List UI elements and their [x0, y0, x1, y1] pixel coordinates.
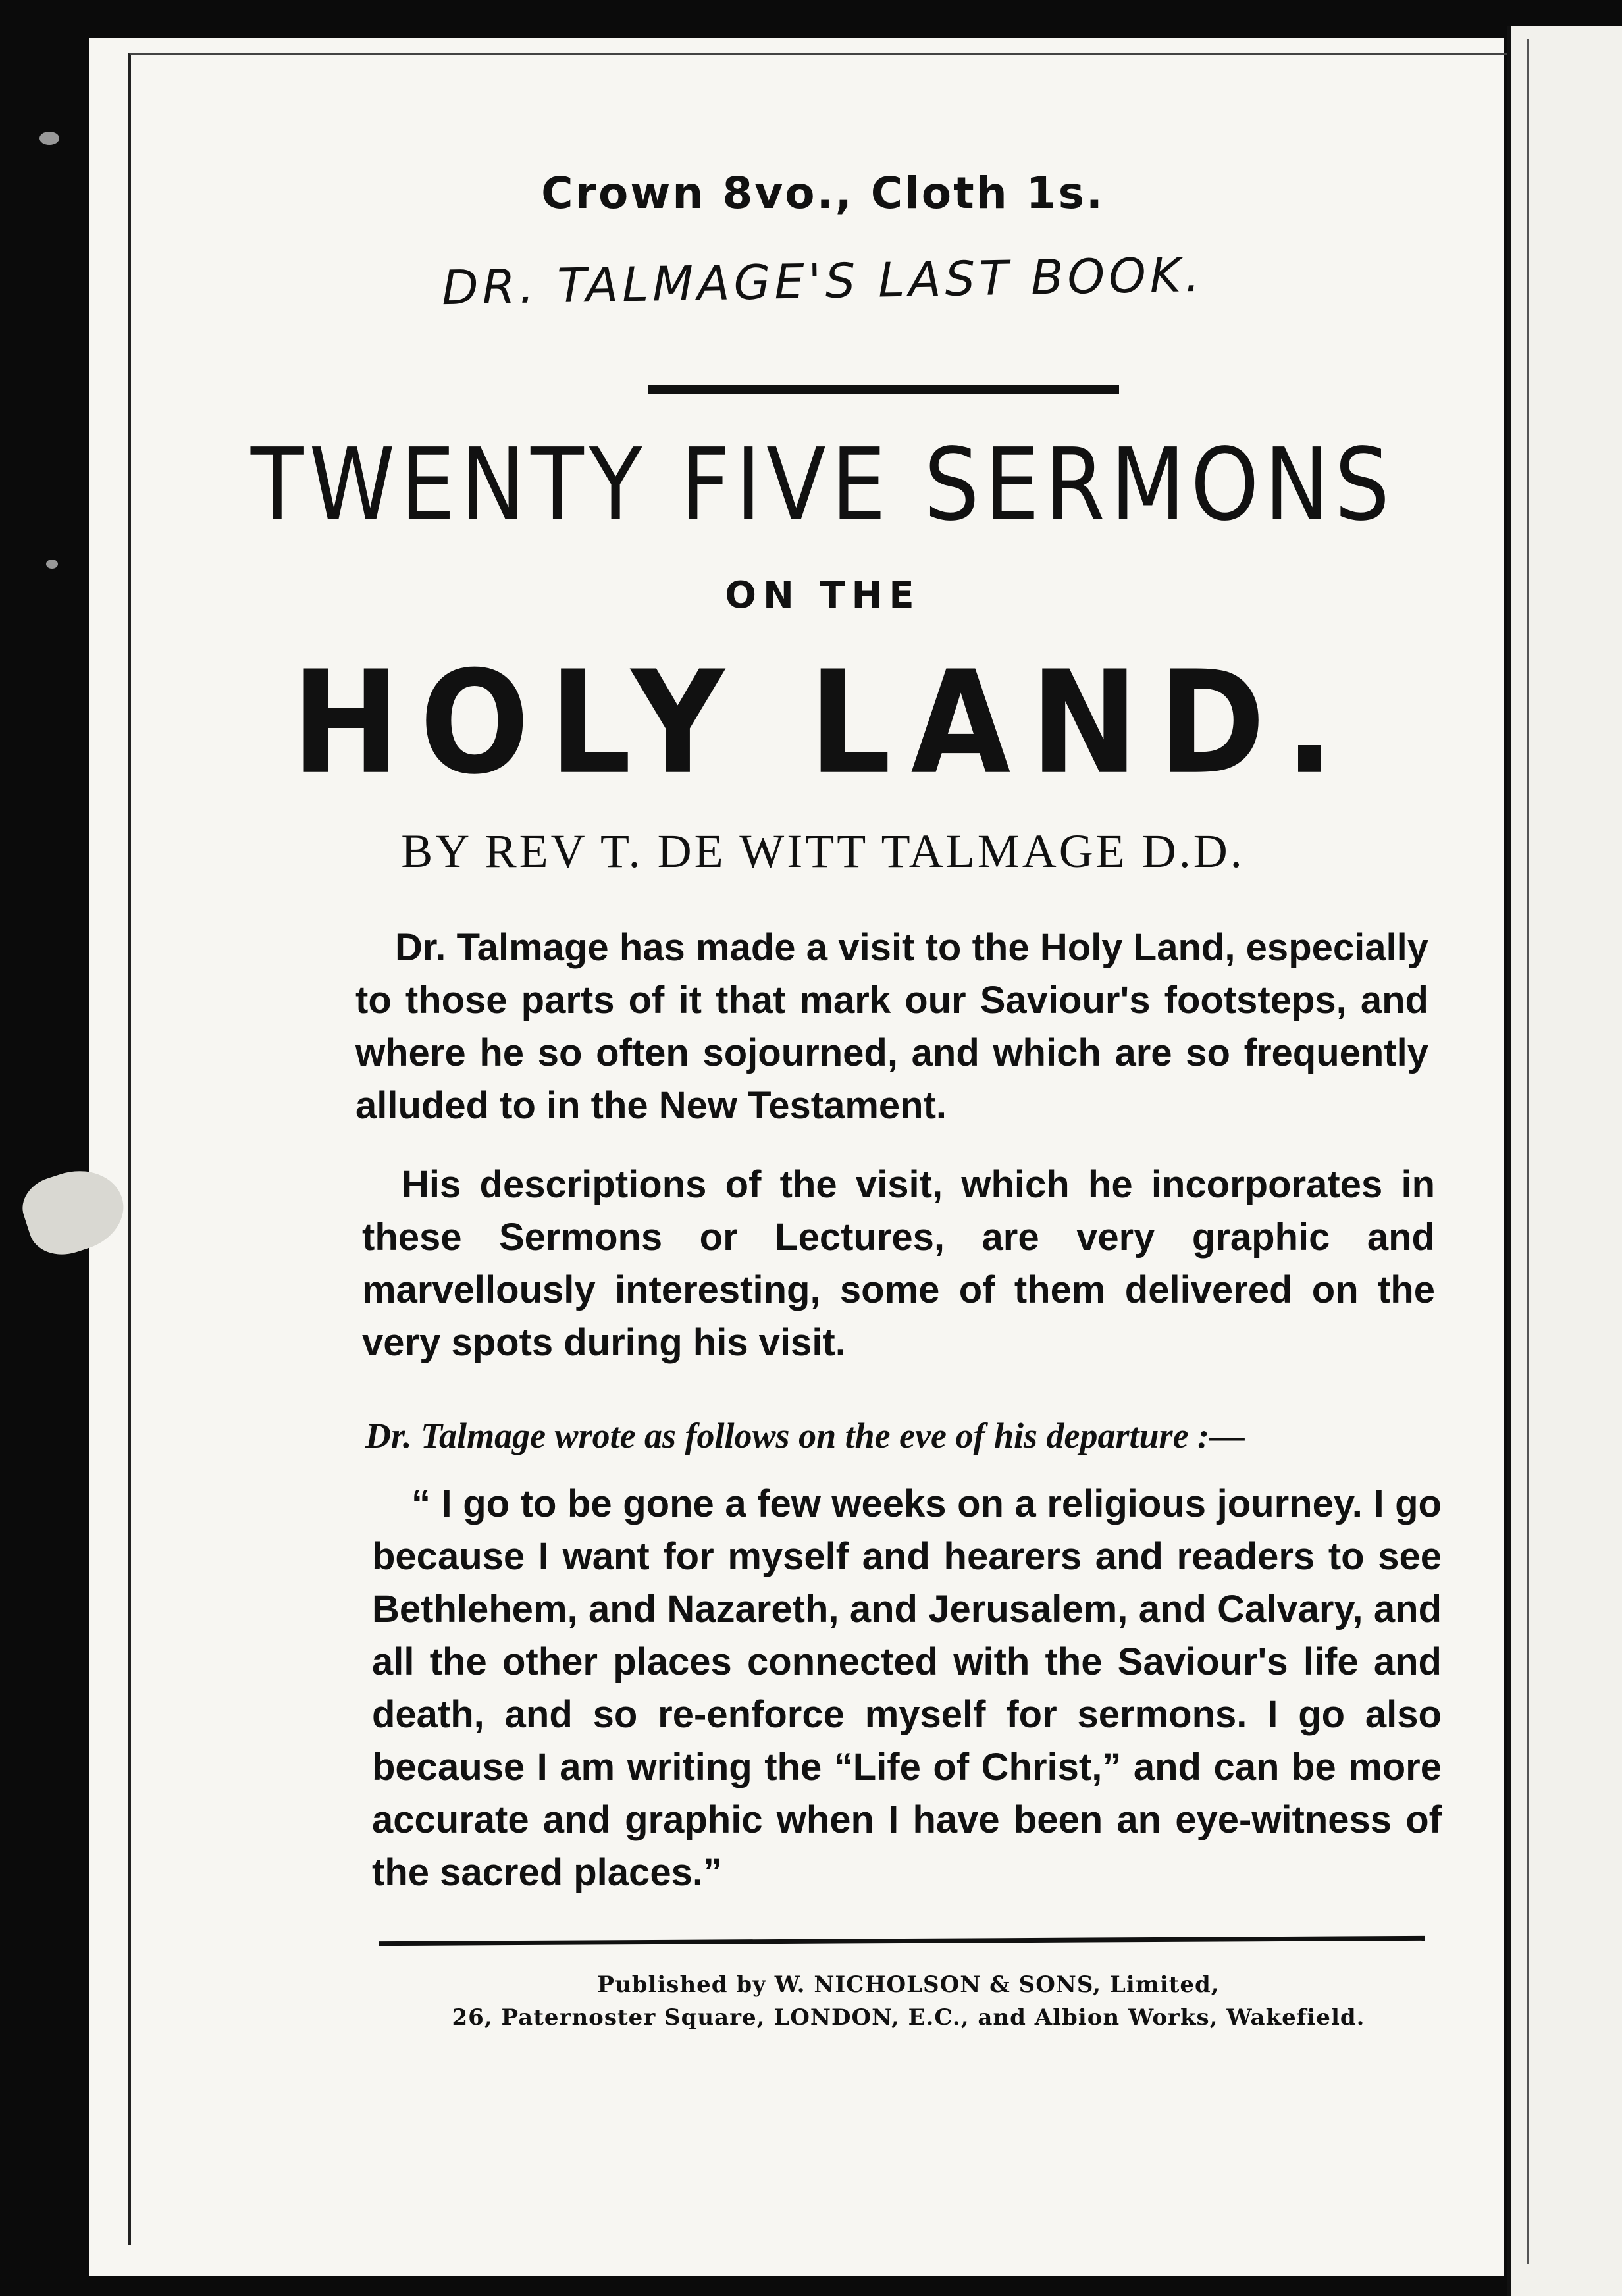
- title-rule: [648, 385, 1119, 394]
- adjacent-page-edge: [1507, 26, 1622, 2296]
- book-subtitle: DR. TALMAGE'S LAST BOOK.: [441, 246, 1205, 316]
- title-line-2: ON THE: [725, 574, 921, 617]
- quote-intro: Dr. Talmage wrote as follows on the eve of his departure :—: [365, 1416, 1245, 1455]
- title-line-1: TWENTY FIVE SERMONS: [250, 427, 1396, 544]
- page-border: [128, 53, 1511, 2245]
- scan-speck: [39, 132, 59, 145]
- publisher-line-1: Published by W. NICHOLSON & SONS, Limited,: [597, 1971, 1220, 1998]
- author-line: BY REV T. DE WITT TALMAGE D.D.: [401, 825, 1245, 877]
- page-edge-line: [1527, 39, 1529, 2264]
- quote-paragraph: “ I go to be gone a few weeks on a religious journey. I go because I want for myself and hearers and readers to see Bethlehem, and Nazareth, and Jerusalem, and Calvary, and all the other places connected with the Saviour's life and death, and so re-enforce myself for sermons. I go also because I am writing the “Life of Christ,” and can be more accurate and graphic when I have been an eye-witness of the sacred places.”: [372, 1482, 1442, 1894]
- body-paragraph-2: His descriptions of the visit, which he incorporates in these Sermons or Lectures, are very graphic and marvellously interesting, some of them delivered on the very spots during his visit.: [362, 1163, 1435, 1364]
- publisher-line-2: 26, Paternoster Square, LONDON, E.C., and Albion Works, Wakefield.: [452, 2004, 1365, 2031]
- scan-speck: [46, 560, 58, 569]
- format-line: Crown 8vo., Cloth 1s.: [541, 168, 1105, 219]
- title-line-3: HOLY LAND.: [292, 640, 1354, 806]
- body-paragraph-1: Dr. Talmage has made a visit to the Holy Land, especially to those parts of it that mark our Saviour's footsteps, and where he so often sojourned, and which are so frequently alluded to in the New Testament.: [355, 926, 1428, 1127]
